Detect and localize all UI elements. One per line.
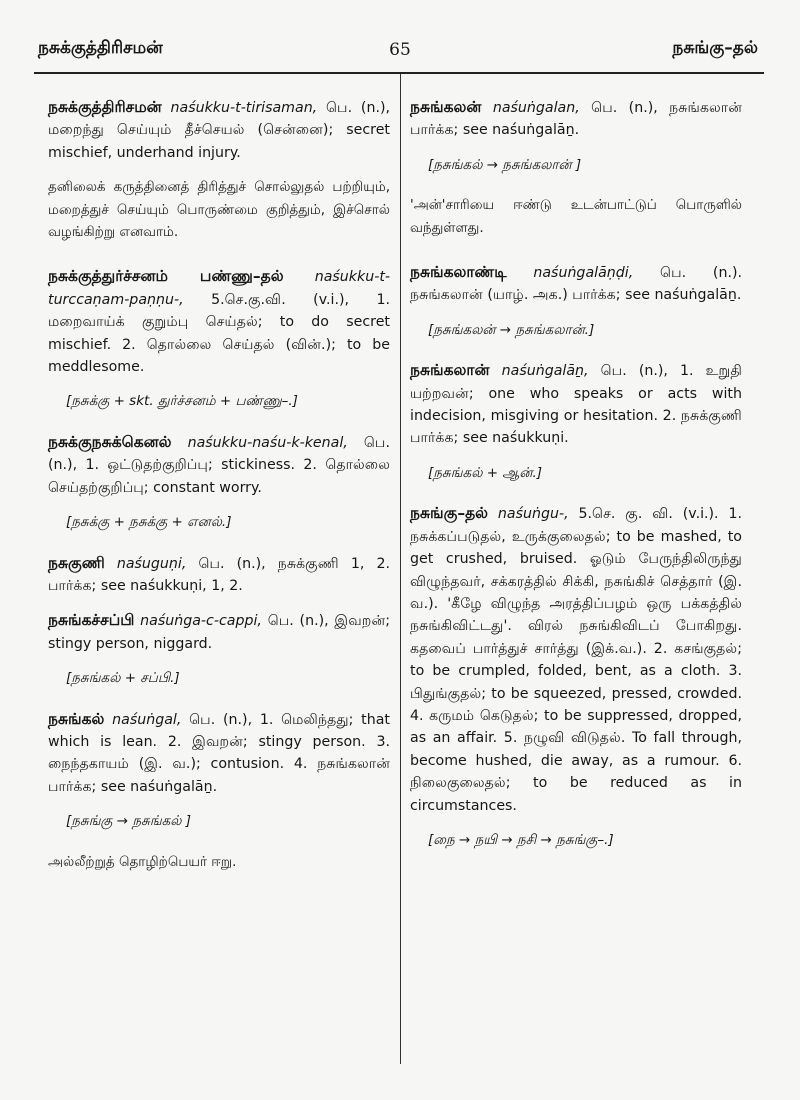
dictionary-entry bbox=[48, 96, 390, 164]
headword: நசுங்கல் bbox=[48, 709, 105, 728]
etymology: [நசுங்கலன் → நசுங்கலான்.] bbox=[428, 321, 595, 338]
definition: பெ. (n.), மறைந்து செய்யும் தீச்செயல் (சென்னை); secret mischief, underhand injury. bbox=[48, 100, 391, 161]
usage-note: தனிலைக் கருத்தினைத் திரித்துச் சொல்லுதல் பற்றியும், மறைத்துச் செய்யும் பொருண்மை குறித்தும், இச்சொல் வழங்கிற்று எனவாம். bbox=[48, 179, 390, 241]
definition: பெ. (n.), நசுக்குணி 1, 2. பார்க்க; see naśukkuṇi, 1, 2. bbox=[48, 555, 390, 594]
running-head-right: நசுங்கு–தல் bbox=[672, 38, 758, 58]
page-number: 65 bbox=[389, 40, 411, 60]
transliteration: naśuṅgu-, bbox=[497, 506, 569, 523]
definition: பெ. (n.), 1. உறுதி யற்றவன்; one who speaks or acts with indecision, misgiving or hesitation. 2. நசுக்குணி பார்க்க; see naśukkuṇi. bbox=[410, 363, 742, 447]
etymology: [நசுங்கல் + சப்பி.] bbox=[66, 670, 180, 687]
transliteration: naśukku-naśu-k-kenal, bbox=[187, 434, 348, 451]
dictionary-entry bbox=[410, 96, 742, 142]
definition: பெ. (n.), 1. மெலிந்தது; that which is lean. 2. இவறன்; stingy person. 3. நைந்தகாயம் (இ. வ.); contusion. 4. நசுங்கலான் பார்க்க; see naśuṅgalāṉ. bbox=[48, 711, 390, 795]
dictionary-entry bbox=[48, 265, 390, 378]
definition: பெ. (n.), இவறன்; stingy person, niggard. bbox=[48, 613, 390, 652]
etymology: [நசுங்கு → நசுங்கல் ] bbox=[66, 813, 192, 830]
headword: நசுங்கலாண்டி bbox=[410, 263, 507, 282]
headword: நசுங்கச்சப்பி bbox=[48, 611, 135, 630]
usage-note: 'அன்'சாரியை ஈண்டு உடன்பாட்டுப் பொருளில் வந்துள்ளது. bbox=[410, 197, 742, 236]
left-column bbox=[48, 96, 390, 895]
etymology: [நசுக்கு + skt. துர்ச்சனம் + பண்ணு–.] bbox=[66, 393, 298, 410]
transliteration: naśuṅgal, bbox=[112, 711, 182, 728]
dictionary-entry bbox=[410, 261, 742, 307]
dictionary-entry bbox=[48, 708, 390, 799]
etymology: [நசுக்கு + நசுக்கு + எனல்.] bbox=[66, 514, 232, 531]
etymology: [நசுங்கல் → நசுங்கலான் ] bbox=[428, 156, 582, 173]
right-column bbox=[410, 96, 742, 869]
column-divider bbox=[400, 74, 401, 1064]
dictionary-entry bbox=[410, 502, 742, 817]
transliteration: naśukku-t-tirisaman, bbox=[170, 100, 318, 116]
dictionary-entry bbox=[48, 552, 390, 598]
running-head-left: நசுக்குத்திரிசமன் bbox=[38, 38, 163, 58]
usage-note: அல்லீற்றுத் தொழிற்பெயர் ஈறு. bbox=[48, 853, 237, 870]
transliteration: naśukku-t-turccaṇam-paṇṇu-, bbox=[48, 269, 391, 308]
transliteration: naśuṅgalāṇḍi, bbox=[533, 265, 634, 282]
dictionary-entry bbox=[48, 431, 390, 499]
definition: பெ. (n.), 1. ஒட்டுதற்குறிப்பு; stickiness. 2. தொல்லை செய்தற்குறிப்பு; constant worry. bbox=[48, 434, 390, 496]
dictionary-entry bbox=[48, 609, 390, 655]
header-rule bbox=[34, 72, 764, 74]
headword: நசுக்குத்திரிசமன் bbox=[48, 98, 162, 116]
transliteration: naśuguṇi, bbox=[116, 555, 187, 572]
etymology: [நசுங்கல் + ஆன்.] bbox=[428, 464, 543, 481]
headword: நசுங்கு–தல் bbox=[410, 504, 489, 523]
headword: நசுங்கலன் bbox=[410, 98, 482, 116]
definition: 5.செ.கு.வி. (v.i.), 1. மறைவாய்க் குறும்பு செய்தல்; to do secret mischief. 2. தொல்லை செய்தல் (வின்.); to be meddlesome. bbox=[48, 291, 390, 376]
etymology: [நை → நயி → நசி → நசுங்கு–.] bbox=[428, 831, 614, 848]
headword: நசுகுணி bbox=[48, 553, 105, 572]
dictionary-entry bbox=[410, 359, 742, 450]
transliteration: naśuṅgalan, bbox=[492, 100, 580, 116]
headword: நசுங்கலான் bbox=[410, 361, 490, 380]
transliteration: naśuṅgalāṉ, bbox=[501, 363, 589, 380]
definition: 5.செ. கு. வி. (v.i.). 1. நசுக்கப்படுதல், உருக்குலைதல்; to be mashed, to get crushed, bruised. ஓடும் பேருந்திலிருந்து விழுந்தவர், சக்கரத்தில் சிக்கி, நசுங்கிச் செத்தார் (இ. வ.). 'கீழே விழுந்த அரத்திப்பழம் ஒரு பக்கத்தில் நசுங்கிவிட்டது'. விரல் நசுங்கிவிடப் போகிறது. கதவைப் பார்த்துச் சார்த்து (இக்.வ.). 2. கசங்குதல்; to be crumpled, folded, bent, as a cloth. 3. பிதுங்குதல்; to be squeezed, pressed, crowded. 4. கருமம் கெடுதல்; to be suppressed, dropped, as an affair. 5. நழுவி விடுதல். To fall through, become hushed, die away, as a rumour. 6. நிலைகுலைதல்; to be reduced as in circumstances. bbox=[410, 506, 742, 814]
definition: பெ. (n.). நசுங்கலான் (யாழ். அக.) பார்க்க; see naśuṅgalāṉ. bbox=[410, 265, 743, 304]
headword: நசுக்குத்துர்ச்சனம் பண்ணு–தல் bbox=[48, 267, 284, 286]
transliteration: naśuṅga-c-cappi, bbox=[140, 613, 262, 630]
headword: நசுக்குநசுக்கெனல் bbox=[48, 432, 172, 451]
definition: பெ. (n.), நசுங்கலான் பார்க்க; see naśuṅgalāṉ. bbox=[410, 100, 742, 139]
